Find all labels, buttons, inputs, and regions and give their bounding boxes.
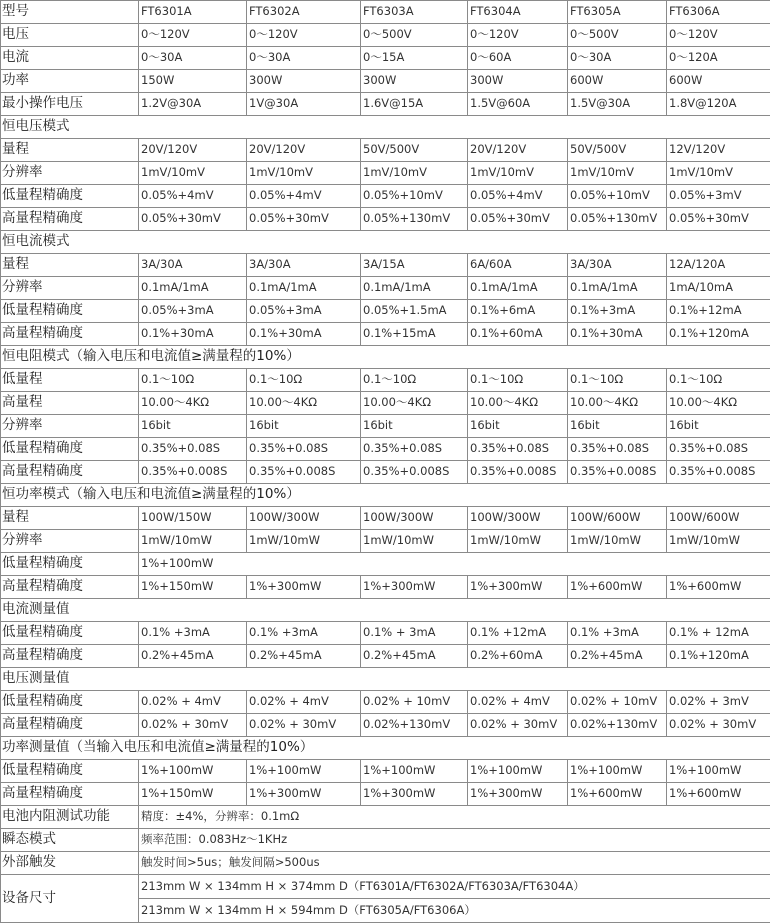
spec-value: 0.2%+45mA: [139, 645, 247, 668]
spec-row: [1, 530, 770, 553]
spec-value: 1mW/10mW: [139, 530, 247, 553]
spec-value: 1%+150mW: [139, 576, 247, 599]
spec-row: [1, 185, 770, 208]
spec-value: 1mV/10mV: [568, 162, 667, 185]
spec-value: 1%+100mW: [468, 760, 568, 783]
spec-value: 12V/120V: [667, 139, 770, 162]
spec-value: 16bit: [468, 415, 568, 438]
spec-row: [1, 461, 770, 484]
spec-value: 0.05%+10mV: [568, 185, 667, 208]
spec-value: 0.35%+0.08S: [139, 438, 247, 461]
spec-value: 1%+300mW: [468, 783, 568, 806]
spec-value: 0～120V: [139, 24, 247, 47]
spec-value: 1%+600mW: [667, 783, 770, 806]
row-label: 最小操作电压: [1, 93, 139, 116]
spec-value: 20V/120V: [468, 139, 568, 162]
spec-value: 1.5V@60A: [468, 93, 568, 116]
row-label: 低量程精确度: [1, 691, 139, 714]
spec-value: 1%+600mW: [568, 783, 667, 806]
spec-value: 100W/600W: [568, 507, 667, 530]
spec-value: 0.02% + 4mV: [247, 691, 361, 714]
spec-value: 0～120V: [667, 24, 770, 47]
spec-value: 0.02% + 10mV: [568, 691, 667, 714]
spec-row: [1, 576, 770, 599]
spec-row: [1, 162, 770, 185]
row-label: 高量程: [1, 392, 139, 415]
spec-value: 1%+300mW: [361, 576, 468, 599]
spec-value: 1mV/10mV: [247, 162, 361, 185]
dimension-line: 213mm W × 134mm H × 594mm D（FT6305A/FT6306A）: [139, 899, 770, 923]
spec-row: [1, 392, 770, 415]
row-label: 高量程精确度: [1, 461, 139, 484]
spec-value: 0.1～10Ω: [361, 369, 468, 392]
row-label: 高量程精确度: [1, 208, 139, 231]
spec-value: 0.2%+60mA: [468, 645, 568, 668]
spec-value-merged: 精度：±4%，分辨率：0.1mΩ: [139, 806, 770, 829]
section-title: 恒电阻模式（输入电压和电流值≥满量程的10%）: [1, 346, 770, 369]
spec-value: 0～30A: [568, 47, 667, 70]
spec-value: 0～120V: [468, 24, 568, 47]
spec-row: [1, 806, 770, 829]
row-label: 电压: [1, 24, 139, 47]
spec-value: 300W: [468, 70, 568, 93]
spec-value: 20V/120V: [247, 139, 361, 162]
spec-value: 150W: [139, 70, 247, 93]
spec-row: [1, 415, 770, 438]
spec-value: 1mV/10mV: [667, 162, 770, 185]
spec-value: 0.05%+30mV: [468, 208, 568, 231]
spec-value: 0.05%+3mA: [139, 300, 247, 323]
spec-row: [1, 47, 770, 70]
spec-value: 1%+100mW: [667, 760, 770, 783]
spec-value: 0.05%+10mV: [361, 185, 468, 208]
spec-value: 0～15A: [361, 47, 468, 70]
spec-value: 0.05%+3mV: [667, 185, 770, 208]
spec-value: 0.05%+30mV: [247, 208, 361, 231]
spec-table-body: [1, 1, 770, 923]
spec-value: 3A/30A: [568, 254, 667, 277]
spec-value: 16bit: [361, 415, 468, 438]
spec-row: [1, 829, 770, 852]
spec-row: [1, 93, 770, 116]
spec-value: 1%+600mW: [568, 576, 667, 599]
row-label: 分辨率: [1, 162, 139, 185]
spec-value: 10.00～4KΩ: [667, 392, 770, 415]
spec-value: 0.02% + 3mV: [667, 691, 770, 714]
section-header-row: [1, 231, 770, 254]
spec-value: 0～500V: [568, 24, 667, 47]
spec-value: 0.02% + 30mV: [247, 714, 361, 737]
spec-value: 16bit: [568, 415, 667, 438]
spec-value: 1mW/10mW: [667, 530, 770, 553]
spec-value: 0.35%+0.008S: [468, 461, 568, 484]
spec-value: 0.05%+4mV: [139, 185, 247, 208]
spec-value: 0.1mA/1mA: [361, 277, 468, 300]
section-title: 电压测量值: [1, 668, 770, 691]
spec-value: 0～120V: [247, 24, 361, 47]
spec-value: 3A/30A: [247, 254, 361, 277]
row-label: 功率: [1, 70, 139, 93]
spec-value: 0～30A: [139, 47, 247, 70]
spec-row: [1, 139, 770, 162]
spec-value: 0.1% +12mA: [468, 622, 568, 645]
spec-value: 0.05%+30mV: [667, 208, 770, 231]
spec-row: [1, 553, 770, 576]
spec-row: [1, 300, 770, 323]
spec-value: 1.2V@30A: [139, 93, 247, 116]
spec-value: 1.6V@15A: [361, 93, 468, 116]
spec-value: 20V/120V: [139, 139, 247, 162]
spec-value: 10.00～4KΩ: [139, 392, 247, 415]
spec-value: 0～500V: [361, 24, 468, 47]
row-label: 外部触发: [1, 852, 139, 875]
spec-value: 0.2%+45mA: [361, 645, 468, 668]
spec-value: 0.05%+30mV: [139, 208, 247, 231]
section-header-row: [1, 668, 770, 691]
spec-value: 0.1～10Ω: [568, 369, 667, 392]
row-label: 量程: [1, 507, 139, 530]
spec-value: 0～120A: [667, 47, 770, 70]
spec-value: FT6302A: [247, 1, 361, 24]
spec-value: 0～60A: [468, 47, 568, 70]
spec-value: 10.00～4KΩ: [361, 392, 468, 415]
spec-value: 0.1%+120mA: [667, 323, 770, 346]
spec-value: 0.02% + 30mV: [468, 714, 568, 737]
spec-row: [1, 622, 770, 645]
spec-value: 0.35%+0.008S: [139, 461, 247, 484]
spec-value: 3A/30A: [139, 254, 247, 277]
spec-value: 600W: [667, 70, 770, 93]
row-label: 高量程精确度: [1, 783, 139, 806]
spec-value: 0.1% +3mA: [247, 622, 361, 645]
row-label: 低量程精确度: [1, 622, 139, 645]
spec-value: 0.02% + 4mV: [139, 691, 247, 714]
spec-value: 100W/300W: [361, 507, 468, 530]
spec-value: 3A/15A: [361, 254, 468, 277]
spec-row: [1, 70, 770, 93]
row-label: 低量程精确度: [1, 185, 139, 208]
spec-value: 10.00～4KΩ: [247, 392, 361, 415]
spec-value: 1mV/10mV: [139, 162, 247, 185]
spec-value: 0.1～10Ω: [667, 369, 770, 392]
spec-value: 0.35%+0.08S: [468, 438, 568, 461]
spec-row: [1, 760, 770, 783]
spec-value: 0.1%+3mA: [568, 300, 667, 323]
section-header-row: [1, 599, 770, 622]
section-title: 恒功率模式（输入电压和电流值≥满量程的10%）: [1, 484, 770, 507]
spec-value: 0.35%+0.08S: [568, 438, 667, 461]
section-title: 恒电流模式: [1, 231, 770, 254]
row-label: 低量程精确度: [1, 553, 139, 576]
section-title: 电流测量值: [1, 599, 770, 622]
row-label: 电流: [1, 47, 139, 70]
spec-row: [1, 277, 770, 300]
spec-value: 1.5V@30A: [568, 93, 667, 116]
row-label: 低量程精确度: [1, 300, 139, 323]
spec-value: 0.1mA/1mA: [139, 277, 247, 300]
row-label: 高量程精确度: [1, 323, 139, 346]
spec-value: 0.35%+0.08S: [247, 438, 361, 461]
spec-value: 600W: [568, 70, 667, 93]
row-label: 低量程精确度: [1, 760, 139, 783]
spec-value: 0.1%+15mA: [361, 323, 468, 346]
spec-value: 1V@30A: [247, 93, 361, 116]
dimension-line: 213mm W × 134mm H × 374mm D（FT6301A/FT6302A/FT6303A/FT6304A）: [139, 875, 770, 899]
section-header-row: [1, 484, 770, 507]
spec-value: 0.1% +3mA: [139, 622, 247, 645]
row-label: 低量程精确度: [1, 438, 139, 461]
spec-value: 1%+100mW: [139, 760, 247, 783]
spec-value: 1%+600mW: [667, 576, 770, 599]
spec-value: 1%+100mW: [247, 760, 361, 783]
spec-value: 1%+100mW: [568, 760, 667, 783]
section-header-row: [1, 116, 770, 139]
spec-value: 0～30A: [247, 47, 361, 70]
spec-value-merged: 触发时间>5us；触发间隔>500us: [139, 852, 770, 875]
spec-value: 0.05%+4mV: [247, 185, 361, 208]
spec-value: 300W: [247, 70, 361, 93]
spec-row: [1, 254, 770, 277]
spec-value: 0.1～10Ω: [247, 369, 361, 392]
spec-value: 1mW/10mW: [468, 530, 568, 553]
spec-row: [1, 645, 770, 668]
row-label: 电池内阻测试功能: [1, 806, 139, 829]
spec-value: 0.1%+30mA: [568, 323, 667, 346]
row-label: 瞬态模式: [1, 829, 139, 852]
spec-value: 16bit: [139, 415, 247, 438]
spec-value: 0.02%+130mV: [568, 714, 667, 737]
spec-value: 12A/120A: [667, 254, 770, 277]
spec-row: [1, 507, 770, 530]
spec-row: [1, 369, 770, 392]
spec-row: [1, 208, 770, 231]
spec-value: 0.1%+12mA: [667, 300, 770, 323]
spec-value: 6A/60A: [468, 254, 568, 277]
spec-value: 1.8V@120A: [667, 93, 770, 116]
spec-value: 100W/150W: [139, 507, 247, 530]
spec-value: 300W: [361, 70, 468, 93]
spec-value: 1%+300mW: [468, 576, 568, 599]
spec-value: 0.05%+1.5mA: [361, 300, 468, 323]
spec-value: 0.1%+30mA: [247, 323, 361, 346]
spec-value: 0.1% + 12mA: [667, 622, 770, 645]
spec-value: 0.1～10Ω: [468, 369, 568, 392]
spec-value: 0.02% + 30mV: [139, 714, 247, 737]
spec-value: 1mV/10mV: [361, 162, 468, 185]
spec-value: 0.1～10Ω: [139, 369, 247, 392]
spec-row: [1, 852, 770, 875]
spec-row: [1, 691, 770, 714]
spec-value: 50V/500V: [361, 139, 468, 162]
spec-value: 1mW/10mW: [361, 530, 468, 553]
spec-value: 1%+300mW: [247, 576, 361, 599]
spec-value: 1mW/10mW: [568, 530, 667, 553]
spec-value: 0.1% + 3mA: [361, 622, 468, 645]
spec-row-dimensions: [1, 875, 770, 899]
spec-value: FT6303A: [361, 1, 468, 24]
row-label: 高量程精确度: [1, 576, 139, 599]
spec-row: [1, 323, 770, 346]
spec-row: [1, 1, 770, 24]
spec-value: FT6306A: [667, 1, 770, 24]
spec-value: 0.2%+45mA: [568, 645, 667, 668]
spec-value-merged: 1%+100mW: [139, 553, 770, 576]
spec-value: 0.05%+4mV: [468, 185, 568, 208]
spec-value-merged: 频率范围：0.083Hz～1KHz: [139, 829, 770, 852]
spec-value: 1mW/10mW: [247, 530, 361, 553]
spec-value: 0.35%+0.08S: [667, 438, 770, 461]
section-title: 恒电压模式: [1, 116, 770, 139]
spec-value: FT6301A: [139, 1, 247, 24]
spec-row: [1, 24, 770, 47]
spec-value: 1%+150mW: [139, 783, 247, 806]
row-label: 量程: [1, 139, 139, 162]
spec-value: 0.1mA/1mA: [468, 277, 568, 300]
spec-value: 10.00～4KΩ: [568, 392, 667, 415]
spec-value: 100W/300W: [247, 507, 361, 530]
spec-row: [1, 438, 770, 461]
spec-value: 0.35%+0.008S: [361, 461, 468, 484]
spec-value: 0.1mA/1mA: [247, 277, 361, 300]
spec-value: 0.1%+120mA: [667, 645, 770, 668]
spec-value: 0.2%+45mA: [247, 645, 361, 668]
spec-value: 1mV/10mV: [468, 162, 568, 185]
spec-value: 0.1mA/1mA: [568, 277, 667, 300]
section-header-row: [1, 737, 770, 760]
spec-value: 0.05%+3mA: [247, 300, 361, 323]
spec-value: 0.1%+6mA: [468, 300, 568, 323]
spec-value: 100W/300W: [468, 507, 568, 530]
row-label: 高量程精确度: [1, 645, 139, 668]
row-label: 分辨率: [1, 530, 139, 553]
spec-value: 0.02% + 4mV: [468, 691, 568, 714]
spec-value: 100W/600W: [667, 507, 770, 530]
spec-value: 0.05%+130mV: [568, 208, 667, 231]
section-header-row: [1, 346, 770, 369]
spec-value: 16bit: [247, 415, 361, 438]
spec-value: 0.02%+130mV: [361, 714, 468, 737]
spec-value: 1%+300mW: [247, 783, 361, 806]
spec-value: 10.00～4KΩ: [468, 392, 568, 415]
spec-value: 0.02% + 30mV: [667, 714, 770, 737]
spec-value: 0.35%+0.008S: [667, 461, 770, 484]
spec-value: 0.1%+60mA: [468, 323, 568, 346]
spec-value: 1%+300mW: [361, 783, 468, 806]
spec-value: 50V/500V: [568, 139, 667, 162]
spec-row: [1, 714, 770, 737]
row-label: 低量程: [1, 369, 139, 392]
row-label: 分辨率: [1, 415, 139, 438]
spec-value: 0.05%+130mV: [361, 208, 468, 231]
spec-value: 0.1% +3mA: [568, 622, 667, 645]
spec-value: FT6305A: [568, 1, 667, 24]
spec-value: 0.1%+30mA: [139, 323, 247, 346]
spec-value: 0.35%+0.08S: [361, 438, 468, 461]
spec-value: 1mA/10mA: [667, 277, 770, 300]
row-label: 型号: [1, 1, 139, 24]
spec-value: 0.35%+0.008S: [568, 461, 667, 484]
spec-value: 1%+100mW: [361, 760, 468, 783]
section-title: 功率测量值（当输入电压和电流值≥满量程的10%）: [1, 737, 770, 760]
spec-value: 0.35%+0.008S: [247, 461, 361, 484]
spec-row: [1, 783, 770, 806]
spec-value: 16bit: [667, 415, 770, 438]
row-label: 设备尺寸: [1, 875, 139, 923]
row-label: 量程: [1, 254, 139, 277]
row-label: 分辨率: [1, 277, 139, 300]
spec-value: FT6304A: [468, 1, 568, 24]
row-label: 高量程精确度: [1, 714, 139, 737]
spec-value: 0.02% + 10mV: [361, 691, 468, 714]
